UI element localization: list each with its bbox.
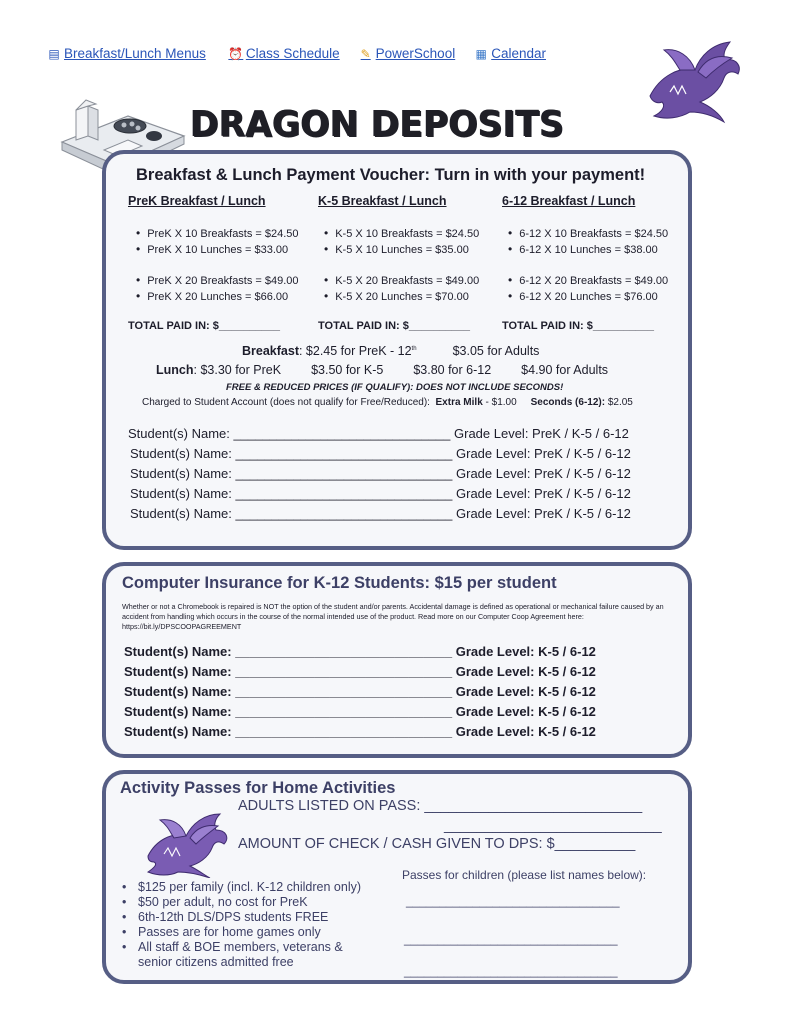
list-item: • 6-12 X 10 Lunches = $38.00 <box>508 242 658 256</box>
list-item: • PreK X 20 Breakfasts = $49.00 <box>136 273 299 287</box>
list-item: senior citizens admitted free <box>138 955 294 969</box>
adults-listed-line-2[interactable]: ___________________________ <box>444 818 662 834</box>
list-item: • K-5 X 20 Lunches = $70.00 <box>324 289 469 303</box>
top-nav <box>46 46 546 61</box>
student-name-line[interactable]: Student(s) Name: ______________________________ Grade Level: K-5 / 6-12 <box>124 704 596 719</box>
child-name-line[interactable]: ________________________________ <box>404 964 618 978</box>
prek-column-header: PreK Breakfast / Lunch <box>128 194 266 208</box>
extra-milk-price: - $1.00 <box>482 397 517 408</box>
page-title: DRAGON DEPOSITS <box>190 104 564 145</box>
powerschool-link[interactable] <box>358 46 456 61</box>
list-item: • Passes are for home games only <box>138 925 321 939</box>
dragon-mascot-image <box>140 806 230 878</box>
payment-voucher-panel <box>102 150 692 550</box>
lunch-k5-price: $3.50 for K-5 <box>311 363 384 377</box>
child-name-line[interactable]: ________________________________ <box>406 894 620 908</box>
free-reduced-note: FREE & REDUCED PRICES (IF QUALIFY): DOES NOT INCLUDE SECONDS! <box>226 382 564 393</box>
charge-text: Charged to Student Account (does not qualify for Free/Reduced): <box>142 397 430 408</box>
breakfast-lunch-menus-label: Breakfast/Lunch Menus <box>64 46 206 61</box>
student-name-line[interactable]: Student(s) Name: ______________________________ Grade Level: PreK / K-5 / 6-12 <box>128 426 629 441</box>
lunch-label: Lunch <box>156 363 194 377</box>
breakfast-prek-price: : $2.45 for PreK - 12 <box>298 344 412 358</box>
voucher-heading: Breakfast & Lunch Payment Voucher: Turn in with your payment! <box>136 166 646 184</box>
student-name-line[interactable]: Student(s) Name: ______________________________ Grade Level: K-5 / 6-12 <box>124 644 596 659</box>
alarm-clock-icon: ⏰ <box>228 46 244 61</box>
insurance-paragraph: Whether or not a Chromebook is repaired is NOT the option of the student and/or parents. Accidental damage is defined as operational or mechanical failure caused by an accident from handling which occurs in the course of the normal intended use of the product. Read more on our Computer Coop Agreement here: https://bit.ly/DPSCOOPAGREEMENT <box>122 602 664 631</box>
child-name-line[interactable]: ________________________________ <box>404 932 618 946</box>
calendar-link[interactable] <box>473 46 546 61</box>
seconds-label: Seconds (6-12): <box>530 397 606 408</box>
student-name-line[interactable]: Student(s) Name: ______________________________ Grade Level: K-5 / 6-12 <box>124 724 596 739</box>
list-item: • PreK X 10 Breakfasts = $24.50 <box>136 226 299 240</box>
dragon-logo <box>640 36 746 124</box>
list-item: • 6-12 X 10 Breakfasts = $24.50 <box>508 226 668 240</box>
list-item: • PreK X 10 Lunches = $33.00 <box>136 242 288 256</box>
list-item: • $125 per family (incl. K-12 children only) <box>138 880 361 894</box>
children-passes-label: Passes for children (please list names below): <box>402 868 647 882</box>
amount-given-line[interactable]: AMOUNT OF CHECK / CASH GIVEN TO DPS: $__________ <box>238 836 636 852</box>
activity-heading: Activity Passes for Home Activities <box>120 779 396 797</box>
class-schedule-label: Class Schedule <box>245 46 340 61</box>
charge-note <box>142 397 633 408</box>
powerschool-label: PowerSchool <box>375 46 456 61</box>
seconds-price: $2.05 <box>605 397 633 408</box>
student-name-line[interactable]: Student(s) Name: ______________________________ Grade Level: PreK / K-5 / 6-12 <box>130 446 631 461</box>
list-item: • K-5 X 10 Lunches = $35.00 <box>324 242 469 256</box>
student-name-line[interactable]: Student(s) Name: ______________________________ Grade Level: K-5 / 6-12 <box>124 684 596 699</box>
student-name-line[interactable]: Student(s) Name: ______________________________ Grade Level: K-5 / 6-12 <box>124 664 596 679</box>
pencil-icon: ✎ <box>360 46 371 61</box>
list-item: • 6-12 X 20 Lunches = $76.00 <box>508 289 658 303</box>
menu-icon: ▤ <box>48 46 60 61</box>
list-item: • 6-12 X 20 Breakfasts = $49.00 <box>508 273 668 287</box>
extra-milk-label: Extra Milk <box>435 397 483 408</box>
lunch-prek-price: : $3.30 for PreK <box>193 363 282 377</box>
breakfast-lunch-menus-link[interactable] <box>46 46 206 61</box>
calendar-label: Calendar <box>491 46 546 61</box>
student-name-line[interactable]: Student(s) Name: ______________________________ Grade Level: PreK / K-5 / 6-12 <box>130 466 631 481</box>
lunch-adult-price: $4.90 for Adults <box>521 363 609 377</box>
computer-insurance-panel <box>102 562 692 758</box>
612-column-header: 6-12 Breakfast / Lunch <box>502 194 636 208</box>
breakfast-price-row <box>242 344 539 358</box>
student-name-line[interactable]: Student(s) Name: ______________________________ Grade Level: PreK / K-5 / 6-12 <box>130 506 631 521</box>
insurance-heading: Computer Insurance for K-12 Students: $15 per student <box>122 574 557 592</box>
class-schedule-link[interactable] <box>228 46 340 61</box>
list-item: • 6th-12th DLS/DPS students FREE <box>138 910 328 924</box>
k5-column-header: K-5 Breakfast / Lunch <box>318 194 447 208</box>
prek-total-paid: TOTAL PAID IN: $__________ <box>128 320 281 332</box>
breakfast-sup: th <box>411 345 417 352</box>
612-total-paid: TOTAL PAID IN: $__________ <box>502 320 655 332</box>
student-name-line[interactable]: Student(s) Name: ______________________________ Grade Level: PreK / K-5 / 6-12 <box>130 486 631 501</box>
lunch-612-price: $3.80 for 6-12 <box>413 363 492 377</box>
list-item: • All staff & BOE members, veterans & <box>138 940 343 954</box>
lunch-price-row <box>156 363 608 377</box>
k5-total-paid: TOTAL PAID IN: $__________ <box>318 320 471 332</box>
breakfast-label: Breakfast <box>242 344 299 358</box>
list-item: • K-5 X 10 Breakfasts = $24.50 <box>324 226 479 240</box>
breakfast-adult-price: $3.05 for Adults <box>452 344 540 358</box>
adults-listed-line[interactable]: ADULTS LISTED ON PASS: ___________________________ <box>238 798 643 814</box>
calendar-icon: ▦ <box>475 46 487 61</box>
list-item: • PreK X 20 Lunches = $66.00 <box>136 289 288 303</box>
list-item: • $50 per adult, no cost for PreK <box>138 895 308 909</box>
list-item: • K-5 X 20 Breakfasts = $49.00 <box>324 273 479 287</box>
